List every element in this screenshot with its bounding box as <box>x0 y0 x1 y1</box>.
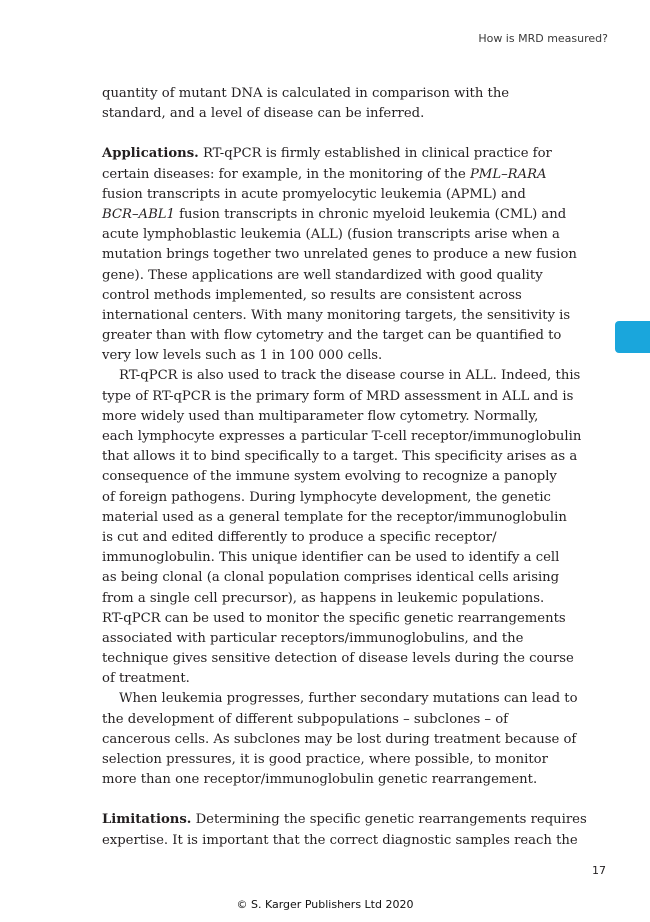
text-line: each lymphocyte expresses a particular T-cell receptor/immunoglobulin <box>102 429 582 444</box>
text-line <box>102 165 560 185</box>
text-line: quantity of mutant DNA is calculated in comparison with the <box>102 86 510 101</box>
text-line: immunoglobulin. This unique identifier can be used to identify a cell <box>102 550 560 566</box>
text-line: more than one receptor/immunoglobulin genetic rearrangement. <box>102 772 538 788</box>
text-line: from a single cell precursor), as happens in leukemic populations. <box>102 590 545 606</box>
text-line: fusion transcripts in acute promyelocytic leukemia (APML) and <box>102 186 526 202</box>
text-line: gene). These applications are well standardized with good quality <box>102 267 543 283</box>
text-line: acute lymphoblastic leukemia (ALL) (fusion transcripts arise when a <box>102 227 560 243</box>
text-line: more widely used than multiparameter flow cytometry. Normally, <box>102 408 539 424</box>
applications-heading: Applications. <box>102 146 199 162</box>
text-line: very low levels such as 1 in 100 000 cells. <box>102 348 383 364</box>
text-line: When leukemia progresses, further secondary mutations can lead to <box>119 691 578 707</box>
text-line <box>102 205 567 225</box>
copyright-footer: © S. Karger Publishers Ltd 2020 <box>236 898 414 911</box>
text-line: RT-qPCR can be used to monitor the specific genetic rearrangements <box>102 610 566 626</box>
text-line: that allows it to bind specifically to a target. This specificity arises as a <box>102 449 578 465</box>
text-span: RT-qPCR is firmly established in clinical practice for <box>198 146 552 162</box>
text-line: consequence of the immune system evolving to recognize a panoply <box>102 469 557 485</box>
text-line: selection pressures, it is good practice, where possible, to monitor <box>102 752 548 767</box>
gene-name-italic: BCR–ABL1 <box>102 206 175 222</box>
text-line: expertise. It is important that the correct diagnostic samples reach the <box>102 832 578 848</box>
text-line: of foreign pathogens. During lymphocyte development, the genetic <box>102 489 551 505</box>
text-line: international centers. With many monitoring targets, the sensitivity is <box>102 307 571 323</box>
text-line: of treatment. <box>102 671 190 687</box>
text-line: associated with particular receptors/immunoglobulins, and the <box>102 630 524 646</box>
text-line <box>102 810 587 830</box>
text-line: control methods implemented, so results are consistent across <box>102 287 522 303</box>
text-line: as being clonal (a clonal population comprises identical cells arising <box>102 570 560 586</box>
text-line: technique gives sensitive detection of disease levels during the course <box>102 651 574 667</box>
text-span: fusion transcripts in chronic myeloid leukemia (CML) and <box>174 206 567 222</box>
chapter-tab-marker <box>615 321 650 353</box>
running-head: How is MRD measured? <box>478 32 608 45</box>
text-line: standard, and a level of disease can be inferred. <box>102 106 425 122</box>
text-line: is cut and edited differently to produce a specific receptor/ <box>102 529 497 545</box>
text-line: material used as a general template for the receptor/immunoglobulin <box>102 509 567 525</box>
body-text <box>102 84 587 851</box>
limitations-heading: Limitations. <box>102 812 192 828</box>
text-line <box>102 144 560 164</box>
text-line: type of RT-qPCR is the primary form of MRD assessment in ALL and is <box>102 388 574 404</box>
text-line: greater than with flow cytometry and the target can be quantified to <box>102 328 562 344</box>
text-line: mutation brings together two unrelated genes to produce a new fusion <box>102 247 577 263</box>
text-line: cancerous cells. As subclones may be lost during treatment because of <box>102 731 577 747</box>
text-span: Determining the specific genetic rearrangements requires <box>191 812 587 828</box>
text-line: RT-qPCR is also used to track the disease course in ALL. Indeed, this <box>119 368 581 384</box>
gene-name-italic: PML–RARA <box>469 166 547 182</box>
page-number: 17 <box>592 864 606 877</box>
text-line: the development of different subpopulations – subclones – of <box>102 711 509 727</box>
text-span: certain diseases: for example, in the monitoring of the <box>102 166 470 182</box>
